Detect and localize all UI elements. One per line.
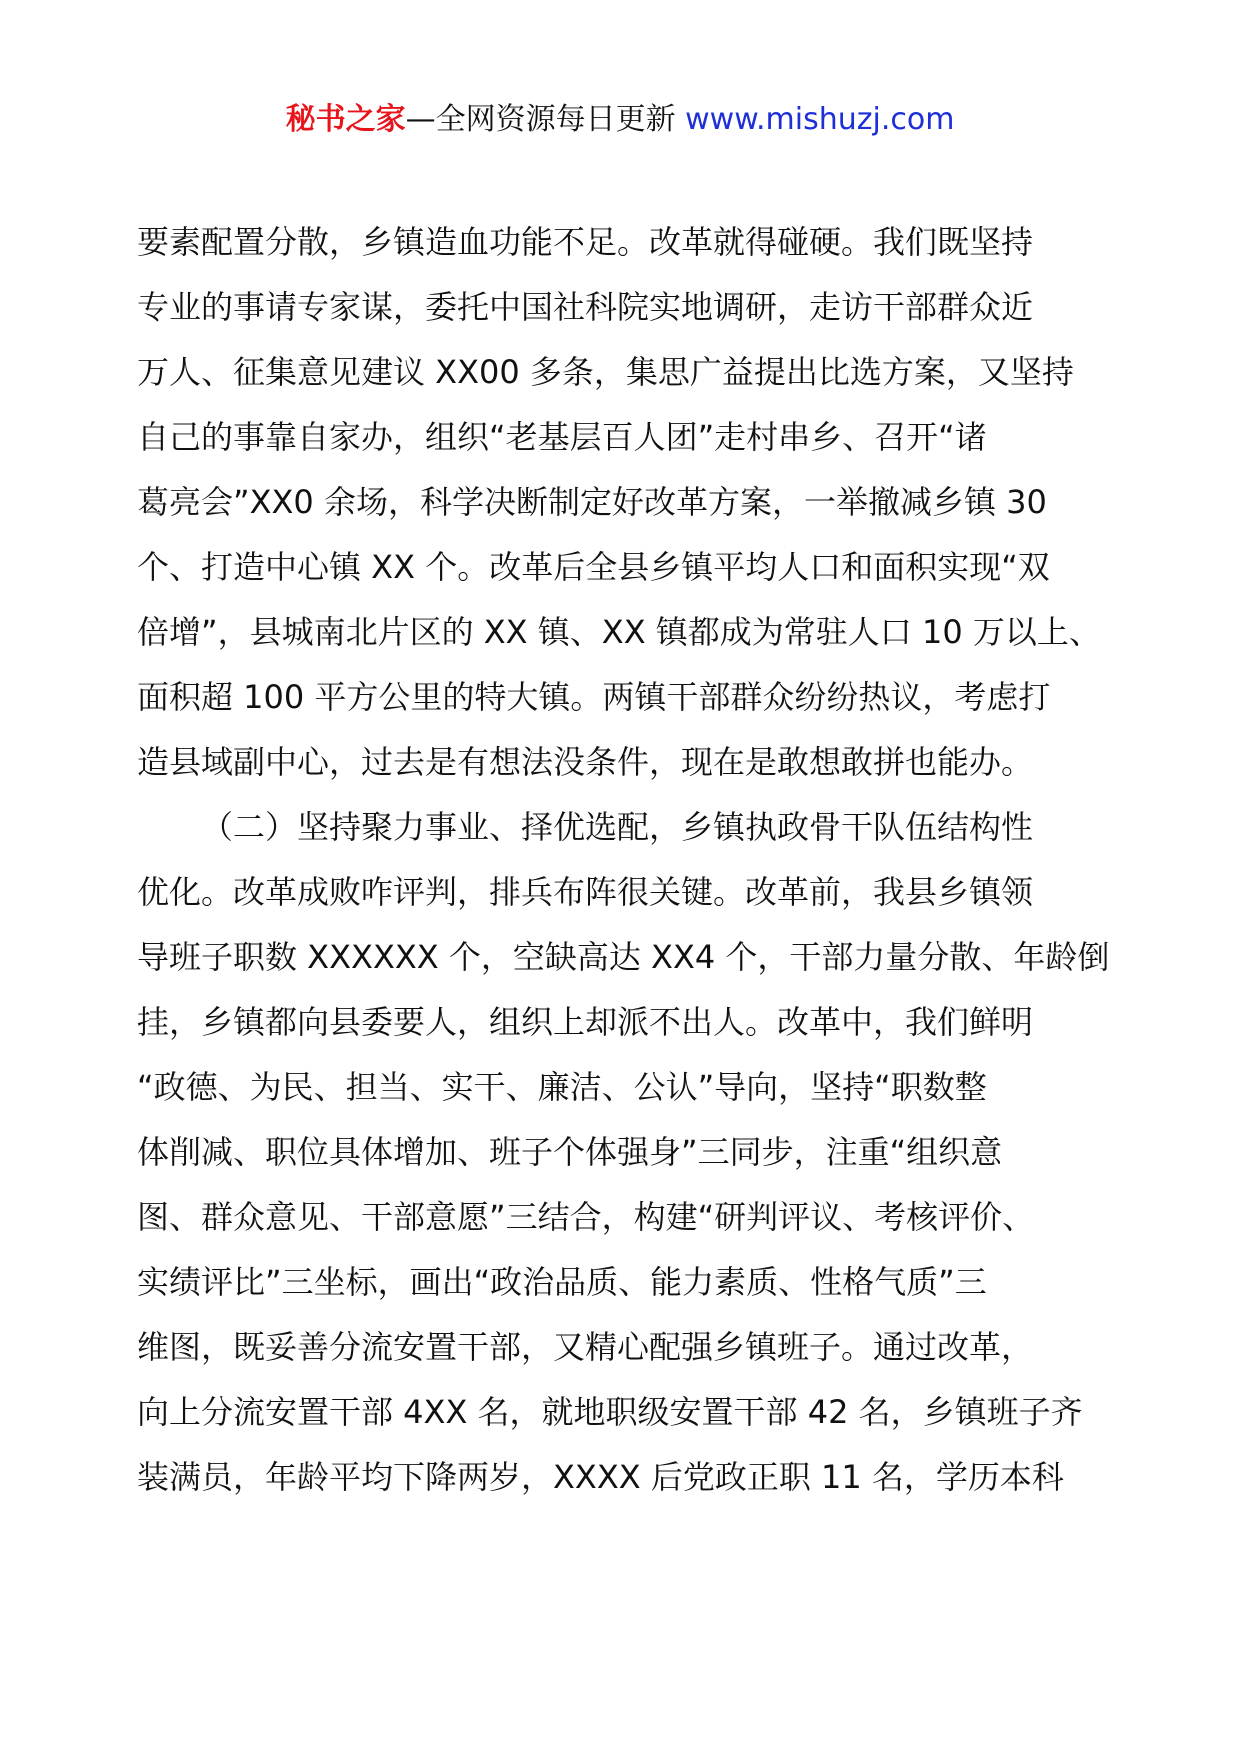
- body-line: 实绩评比”三坐标，画出“政治品质、能力素质、性格气质”三: [137, 1263, 987, 1301]
- body-line: 专业的事请专家谋，委托中国社科院实地调研，走访干部群众近: [137, 288, 1034, 326]
- website-link[interactable]: www.mishuzj.com: [685, 102, 955, 137]
- body-line: 倍增”，县城南北片区的 XX 镇、XX 镇都成为常驻人口 10 万以上、: [137, 613, 1101, 651]
- body-line: 向上分流安置干部 4XX 名，就地职级安置干部 42 名，乡镇班子齐: [137, 1393, 1083, 1431]
- body-line: 维图，既妥善分流安置干部，又精心配强乡镇班子。通过改革，: [137, 1328, 1034, 1366]
- body-line: 体削减、职位具体增加、班子个体强身”三同步，注重“组织意: [137, 1133, 1003, 1171]
- body-line: 图、群众意见、干部意愿”三结合，构建“研判评议、考核评价、: [137, 1198, 1035, 1236]
- body-line: 葛亮会”XX0 余场，科学决断制定好改革方案，一举撤减乡镇 30: [137, 483, 1047, 521]
- body-line: 万人、征集意见建议 XX00 多条，集思广益提出比选方案，又坚持: [137, 353, 1074, 391]
- body-line: 挂，乡镇都向县委要人，组织上却派不出人。改革中，我们鲜明: [137, 1003, 1034, 1041]
- header-tagline: —全网资源每日更新: [405, 102, 686, 137]
- body-line: 造县域副中心，过去是有想法没条件，现在是敢想敢拼也能办。: [137, 743, 1034, 781]
- body-line: 面积超 100 平方公里的特大镇。两镇干部群众纷纷热议，考虑打: [137, 678, 1051, 716]
- body-line: 个、打造中心镇 XX 个。改革后全县乡镇平均人口和面积实现“双: [137, 548, 1050, 586]
- page-header: [0, 100, 1240, 140]
- body-line: 装满员，年龄平均下降两岁，XXXX 后党政正职 11 名，学历本科: [137, 1458, 1064, 1496]
- body-line: 自己的事靠自家办，组织“老基层百人团”走村串乡、召开“诸: [137, 418, 987, 456]
- document-body: [137, 210, 1117, 1510]
- body-line: 导班子职数 XXXXXX 个，空缺高达 XX4 个，干部力量分散、年龄倒: [137, 938, 1110, 976]
- body-line: “政德、为民、担当、实干、廉洁、公认”导向，坚持“职数整: [137, 1068, 987, 1106]
- body-line: 要素配置分散，乡镇造血功能不足。改革就得碰硬。我们既坚持: [137, 223, 1034, 261]
- body-line: 优化。改革成败咋评判，排兵布阵很关键。改革前，我县乡镇领: [137, 873, 1034, 911]
- section-heading-line: （二）坚持聚力事业、择优选配，乡镇执政骨干队伍结构性: [201, 808, 1034, 846]
- brand-name: 秘书之家: [285, 102, 406, 137]
